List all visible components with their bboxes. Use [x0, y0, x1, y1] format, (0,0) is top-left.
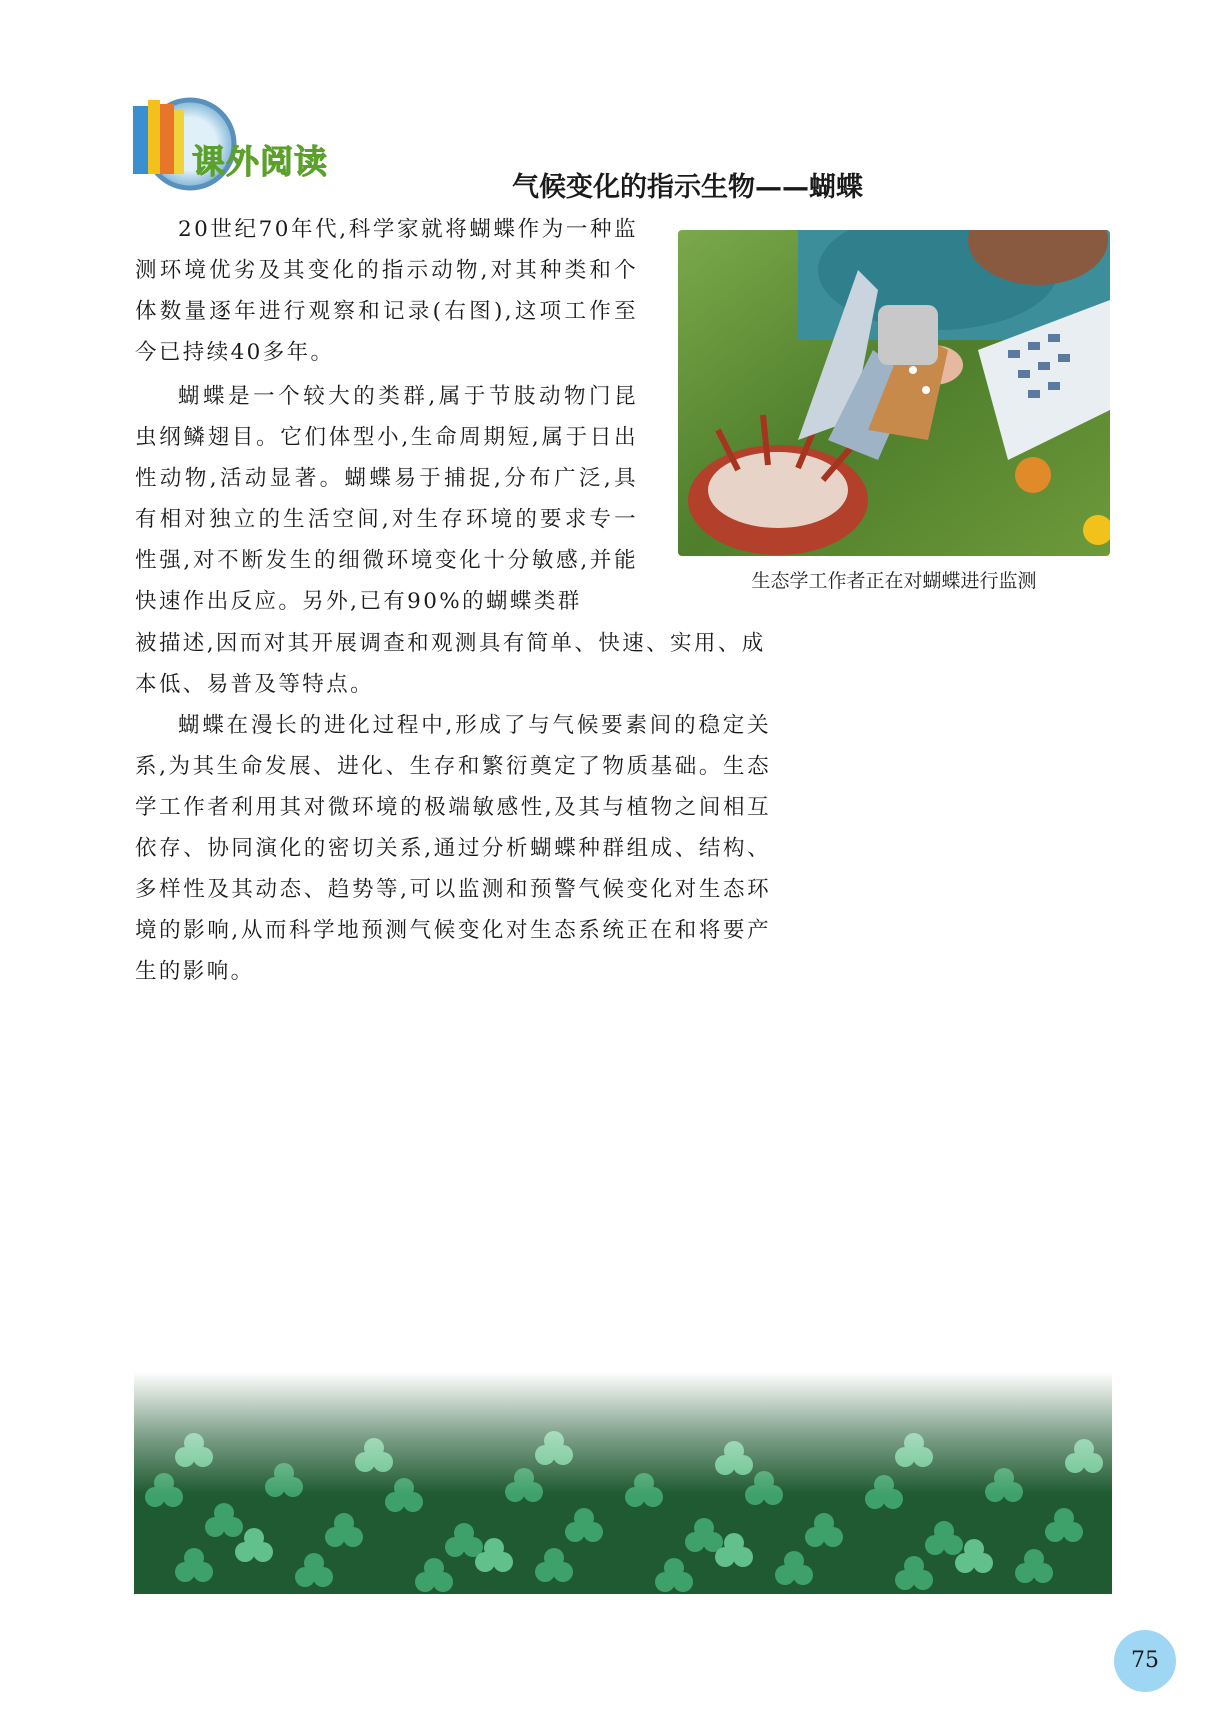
- butterfly-monitoring-photo: [678, 230, 1110, 556]
- page-number: 75: [1114, 1630, 1176, 1692]
- paragraph-2-continued: 被描述,因而对其开展调查和观测具有简单、快速、实用、成本低、易普及等特点。: [135, 631, 766, 697]
- figure-caption: 生态学工作者正在对蝴蝶进行监测: [751, 570, 1037, 592]
- paragraph-1: 20世纪70年代,科学家就将蝴蝶作为一种监测环境优劣及其变化的指示动物,对其种类和个体数量逐年进行观察和记录(右图),这项工作至今已持续40多年。: [135, 217, 638, 365]
- paragraph-2: 蝴蝶是一个较大的类群,属于节肢动物门昆虫纲鳞翅目。它们体型小,生命周期短,属于日出性动物,活动显著。蝴蝶易于捕捉,分布广泛,具有相对独立的生活空间,对生存环境的要求专一性强,对不断发生的细微环境变化十分敏感,并能快速作出反应。另外,已有90%的蝴蝶类群: [135, 384, 638, 614]
- clover-decoration: [134, 1372, 1112, 1594]
- section-badge-label: 课外阅读: [192, 142, 328, 181]
- article-title: 气候变化的指示生物——蝴蝶: [512, 172, 863, 203]
- paragraph-3: 蝴蝶在漫长的进化过程中,形成了与气候要素间的稳定关系,为其生命发展、进化、生存和繁衍奠定了物质基础。生态学工作者利用其对微环境的极端敏感性,及其与植物之间相互依存、协同演化的密切关系,通过分析蝴蝶种群组成、结构、多样性及其动态、趋势等,可以监测和预警气候变化对生态环境的影响,从而科学地预测气候变化对生态系统正在和将要产生的影响。: [135, 713, 771, 984]
